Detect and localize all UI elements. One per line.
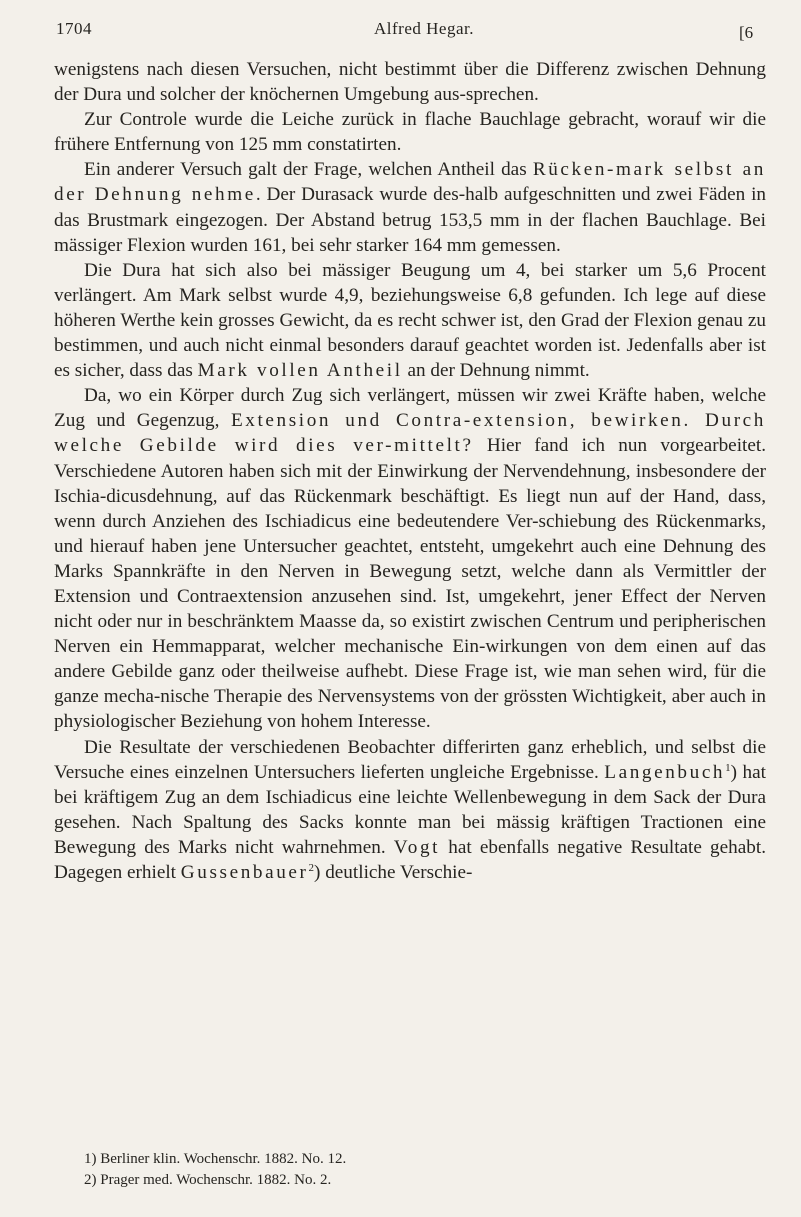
text-run: an der Dehnung nimmt. [402, 360, 590, 382]
footnote-1: 1) Berliner klin. Wochenschr. 1882. No. 12. [84, 1151, 347, 1167]
text-run: Zur Controle wurde die Leiche zurück in flache Bauchlage gebracht, worauf wir die frühere Entfernung von 125 mm constatirten. [54, 109, 766, 156]
text-run: ) hat bei kräftigem Zug an dem Ischiadicus eine leichte Wellenbewegung in dem Sack der Dura gesehen. Nach Spaltung des Sacks konnte man bei mässig kräftigen Tractionen eine Bewegung des Marks nicht wahrnehmen. [54, 761, 766, 858]
footnote-ref: 1 [725, 761, 731, 774]
text-run: ) deutliche Verschie- [314, 862, 473, 883]
spaced-emphasis: Rücken-mark selbst an der Dehnung nehme [54, 159, 766, 206]
paragraph-4 [54, 258, 766, 383]
paragraph-2 [54, 107, 766, 157]
body-text [54, 57, 766, 885]
text-run: wenigstens nach diesen Versuchen, nicht bestimmt über die Differenz zwischen Dehnung der Dura und solcher der knöchernen Umgebung aus-sprechen. [54, 59, 766, 106]
text-run: Da, wo ein Körper durch Zug sich verlängert, müssen wir zwei Kräfte haben, welche Zug und Gegenzug, [54, 385, 766, 432]
section-marker: [6 [739, 23, 754, 42]
page-number: 1704 [56, 19, 92, 38]
paragraph-1 [54, 57, 766, 107]
paragraph-3 [54, 157, 766, 257]
page-header [54, 17, 766, 47]
paragraph-5 [54, 383, 766, 734]
footnote-2: 2) Prager med. Wochenschr. 1882. No. 2. [84, 1172, 332, 1188]
text-run: hat ebenfalls negative Resultate gehabt. Dagegen erhielt [54, 836, 766, 883]
text-run: . Der Durasack wurde des-halb aufgeschnitten und zwei Fäden in das Brustmark eingezogen. Der Abstand betrug 153,5 mm in der flachen Bauchlage. Bei mässiger Flexion wurden 161, bei sehr starker 164 mm gemessen. [54, 184, 766, 256]
spaced-emphasis: Vogt [393, 836, 441, 858]
spaced-emphasis: Extension und Contra-extension, bewirken. Durch welche Gebilde wird dies ver-mittelt? [54, 410, 766, 457]
text-run: Die Dura hat sich also bei mässiger Beugung um 4, bei starker um 5,6 Procent verlängert. Am Mark selbst wurde 4,9, beziehungsweise 6,8 gefunden. Ich lege auf diese höheren Werthe kein grosses Gewicht, da es recht schwer ist, den Grad der Flexion genau zu bestimmen, und auch nicht einmal besonders darauf geachtet worden ist. Jedenfalls aber ist es sicher, dass das [54, 259, 766, 382]
text-run: Hier fand ich nun vorgearbeitet. Verschiedene Autoren haben sich mit der Einwirkung der Nervendehnung, insbesondere der Ischia-dicusdehnung, auf das Rückenmark beschäftigt. Es liegt nun auf der Hand, dass, wenn durch Anziehen des Ischiadicus eine bedeutendere Ver-schiebung des Rückenmarks, und hierauf haben jene Untersucher geachtet, entsteht, umgekehrt auch eine Dehnung des Marks Spannkräfte in den Nerven in Bewegung setzt, welche dann als Vermittler der Extension und Contraextension anzusehen sind. Ist, umgekehrt, jener Effect der Nerven nicht oder nur in beschränktem Maasse da, so existirt zwischen Centrum und peripherischen Nerven ein Hemmapparat, welcher mechanische Ein-wirkungen von dem einen auf das andere Gebilde ganz oder theilweise aufhebt. Diese Frage ist, wie man sehen wird, für die ganze mecha-nische Therapie des Nervensystems von der grössten Wichtigkeit, aber auch in physiologischer Beziehung von hohem Interesse. [54, 435, 766, 733]
spaced-emphasis: Gussenbauer [180, 862, 309, 883]
paragraph-6 [54, 735, 766, 886]
footnote-ref: 2 [308, 862, 315, 874]
text-run: Ein anderer Versuch galt der Frage, welchen Antheil das [84, 159, 533, 181]
spaced-emphasis: Langenbuch [604, 761, 726, 783]
footnotes [54, 1149, 766, 1191]
text-run: Die Resultate der verschiedenen Beobachter differirten ganz erheblich, und selbst die Versuche eines einzelnen Untersuchers lieferten ungleiche Ergebnisse. [54, 736, 766, 783]
running-title: Alfred Hegar. [374, 19, 474, 38]
spaced-emphasis: Mark vollen Antheil [197, 360, 403, 382]
